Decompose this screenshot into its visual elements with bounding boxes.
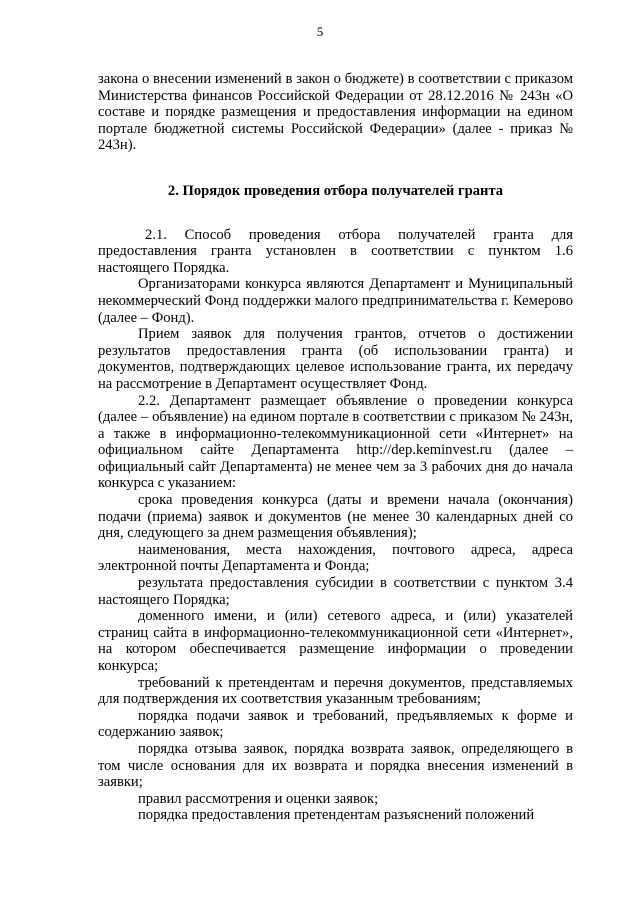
list-item: порядка предоставления претендентам разъяснений положений — [138, 807, 535, 824]
list-item: срока проведения конкурса (даты и времени начала (окончания) подачи (приема) заявок и документов (не менее 30 календарных дней со дня, следующего за днем размещения объявления); — [98, 492, 573, 542]
document-body — [98, 71, 573, 824]
list-item: порядка отзыва заявок, порядка возврата заявок, определяющего в том числе основания для их возврата и порядка внесения изменений в заявки; — [98, 740, 573, 791]
paragraph: Прием заявок для получения грантов, отчетов о достижении результатов предоставления гранта (об использовании гранта) и документов, подтверждающих целевое использование гранта, их передачу на рассмотрение в Департамент осуществляет Фонд. — [98, 326, 573, 392]
list-item: доменного имени, и (или) сетевого адреса, и (или) указателей страниц сайта в информационно-телекоммуникационной сети «Интернет», на котором обеспечивается размещение информации о проведении конкурса; — [98, 608, 573, 674]
list-item: наименования, места нахождения, почтового адреса, адреса электронной почты Департамента и Фонда; — [98, 541, 573, 575]
list-item: правил рассмотрения и оценки заявок; — [138, 790, 379, 807]
paragraph: Организаторами конкурса являются Департамент и Муниципальный некоммерческий Фонд поддержки малого предпринимательства г. Кемерово (далее – Фонд). — [98, 276, 573, 326]
list-item: требований к претендентам и перечня документов, представляемых для подтверждения их соответствия указанным требованиям; — [98, 674, 573, 708]
list-item: порядка подачи заявок и требований, предъявляемых к форме и содержанию заявок; — [98, 707, 573, 741]
paragraph: 2.1. Способ проведения отбора получателей гранта для предоставления гранта установлен в соответствии с пунктом 1.6 настоящего Порядка. — [98, 226, 573, 276]
paragraph: 2.2. Департамент размещает объявление о проведении конкурса (далее – объявление) на едином портале в соответствии с приказом № 243н, а также в информационно-телекоммуникационной сети «Интернет» на официальном сайте Департамента http://dep.keminvest.ru (далее – официальный сайт Департамента) не менее чем за 3 рабочих дня до начала конкурса с указанием: — [98, 392, 573, 492]
page-number: 5 — [316, 24, 324, 39]
section-heading: 2. Порядок проведения отбора получателей гранта — [167, 182, 504, 199]
list-item: результата предоставления субсидии в соответствии с пунктом 3.4 настоящего Порядка; — [98, 575, 573, 608]
paragraph: закона о внесении изменений в закон о бюджете) в соответствии с приказом Министерства финансов Российской Федерации от 28.12.2016 № 243н «О составе и порядке размещения и предоставления информации на едином портале бюджетной системы Российской Федерации» (далее - приказ № 243н). — [98, 71, 573, 154]
